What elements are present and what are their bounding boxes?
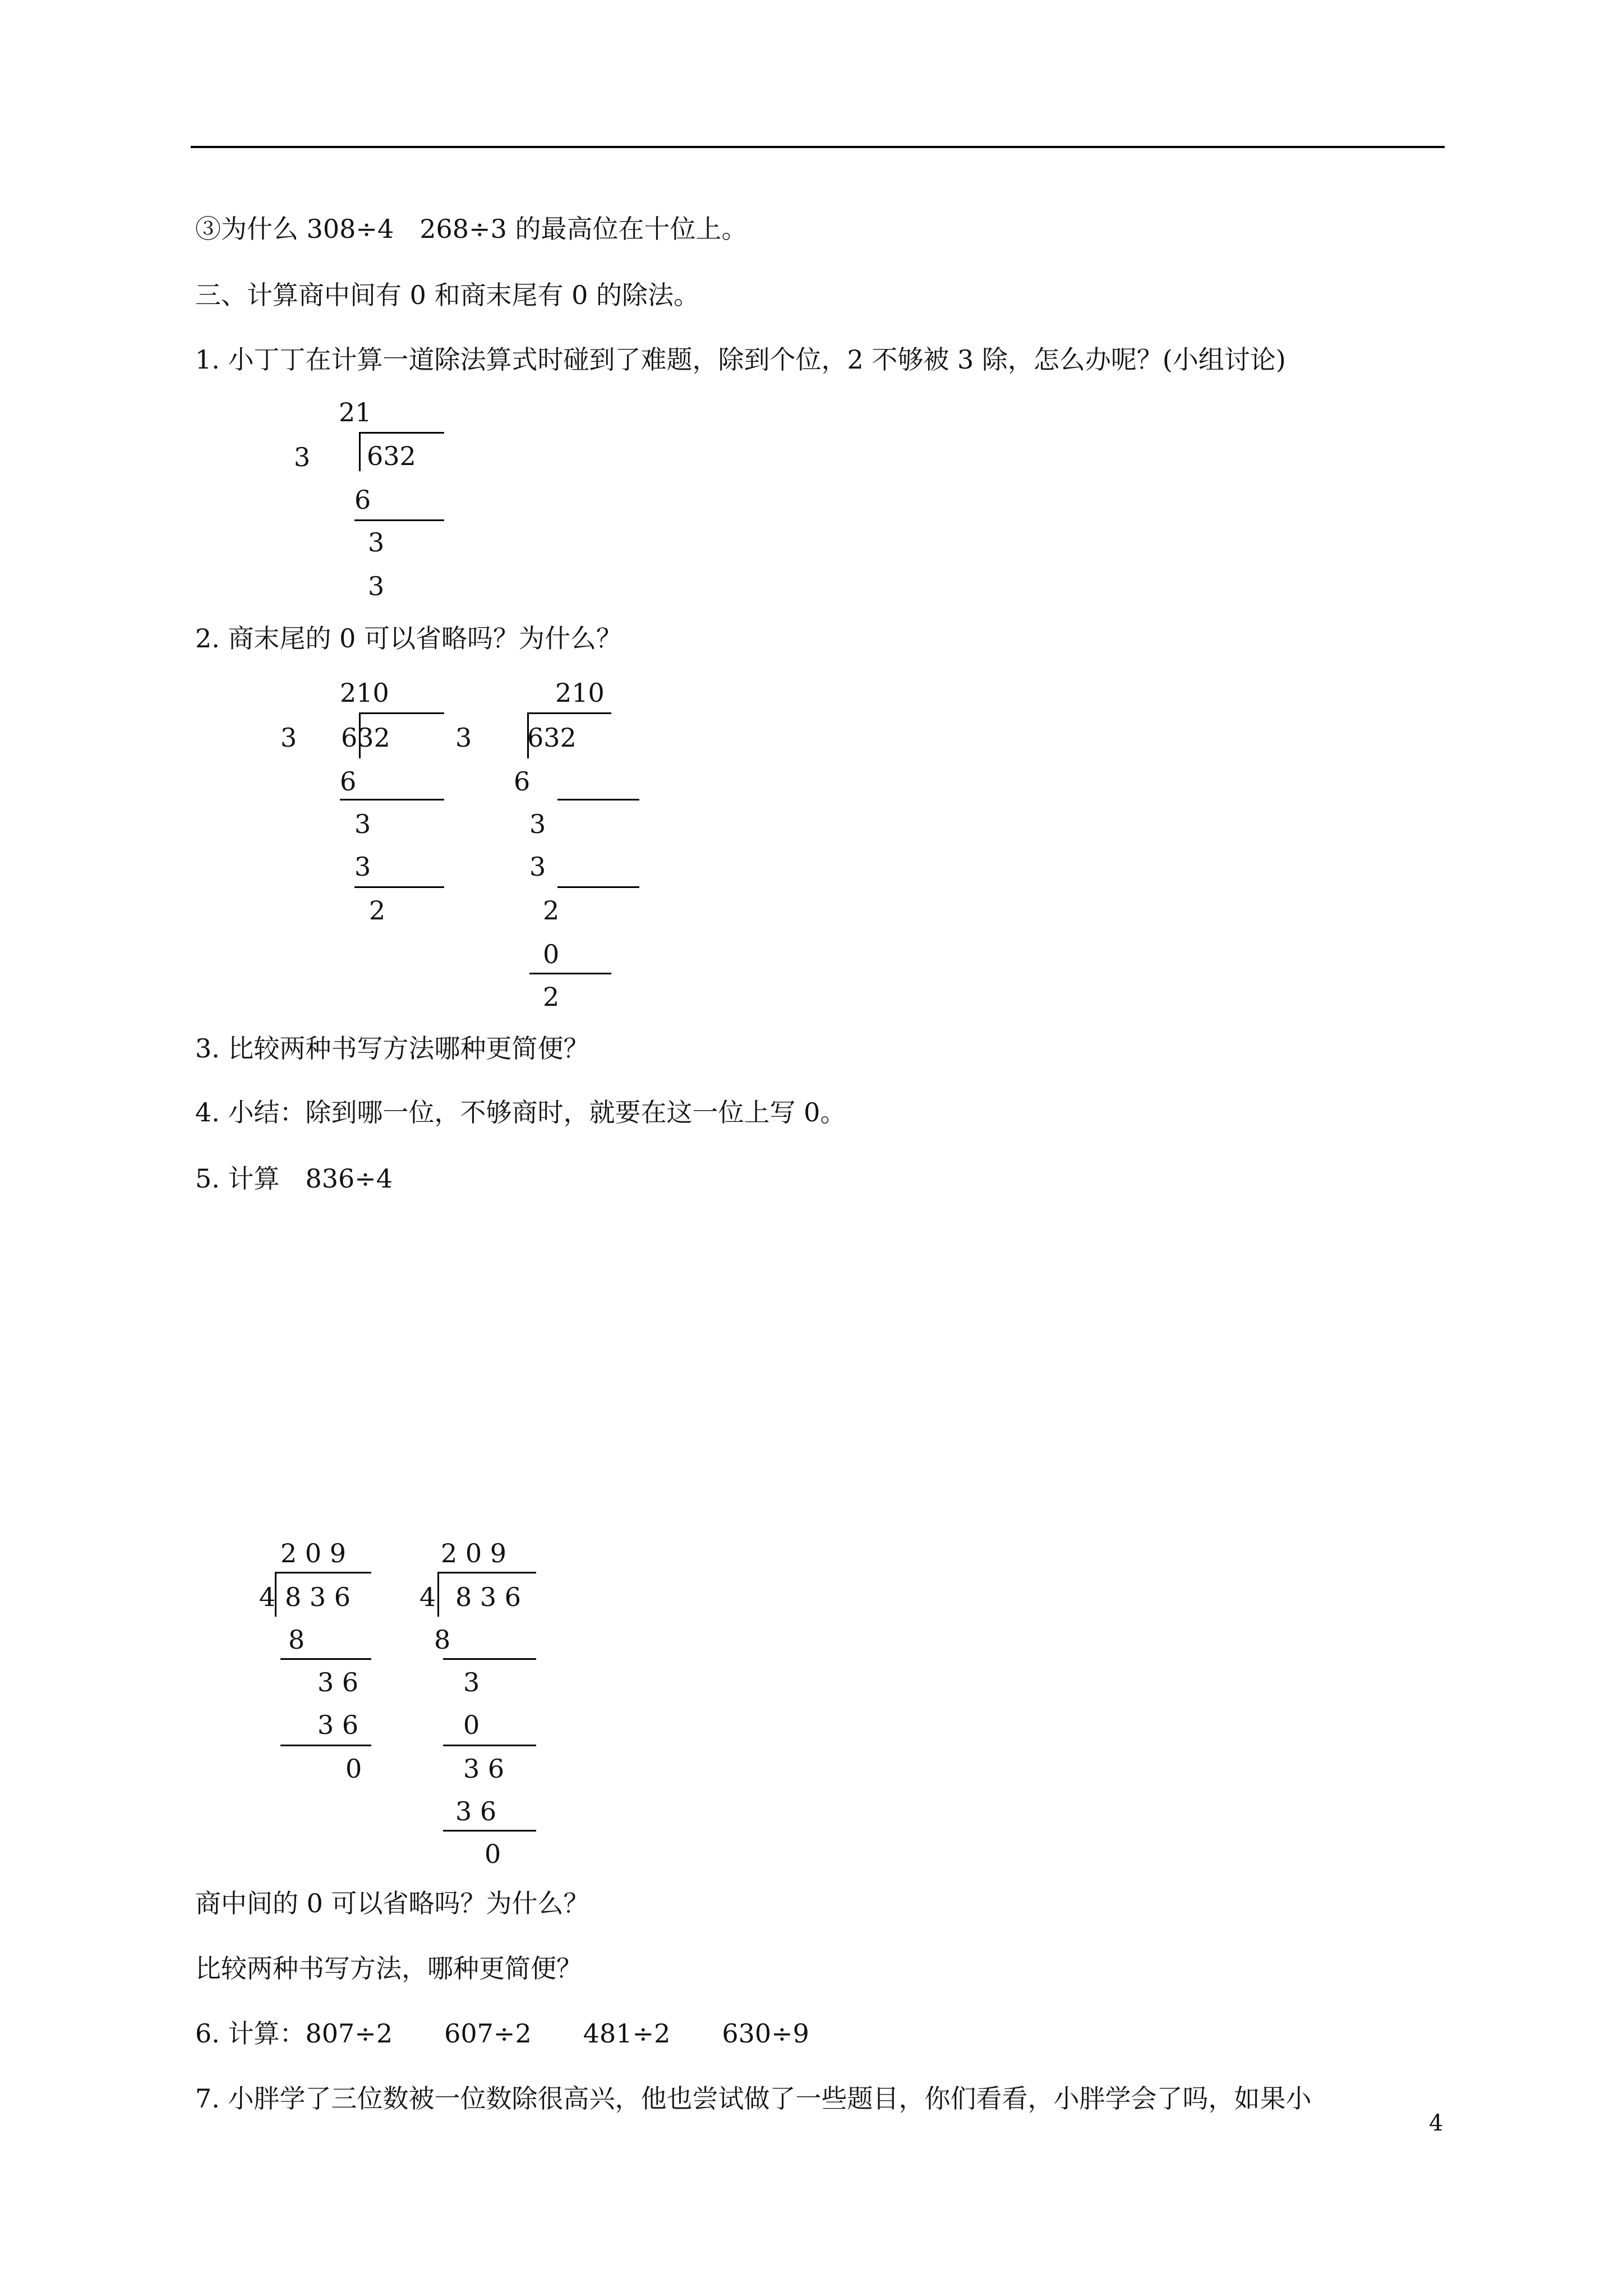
division-bracket bbox=[359, 432, 361, 471]
step-value: 3 6 bbox=[463, 1754, 505, 1784]
dividend: 632 bbox=[367, 441, 416, 471]
quotient: 2 0 9 bbox=[280, 1538, 347, 1568]
step-line bbox=[354, 519, 444, 521]
divisor: 3 bbox=[294, 442, 311, 472]
paragraph-7: 7. 小胖学了三位数被一位数除很高兴，他也尝试做了一些题目，你们看看，小胖学会了吗，如果小 bbox=[195, 2083, 1312, 2114]
dividend: 8 3 6 bbox=[455, 1582, 522, 1612]
step-value: 3 6 bbox=[317, 1667, 359, 1697]
quotient: 210 bbox=[555, 678, 605, 708]
division-bar bbox=[359, 712, 444, 714]
step-line bbox=[280, 1658, 371, 1660]
dividend: 632 bbox=[341, 723, 390, 753]
dividend: 632 bbox=[527, 723, 577, 753]
page-number: 4 bbox=[1429, 2110, 1444, 2136]
quotient: 21 bbox=[339, 397, 372, 427]
step-value: 3 bbox=[354, 809, 371, 839]
step-value: 3 bbox=[529, 809, 546, 839]
step-value: 6 bbox=[340, 766, 357, 797]
step-value: 3 bbox=[368, 571, 385, 601]
paragraph-2: 2. 商末尾的 0 可以省略吗？为什么？ bbox=[195, 623, 623, 654]
divisor: 3 bbox=[280, 723, 297, 753]
step-value: 8 bbox=[288, 1625, 305, 1655]
quotient: 2 0 9 bbox=[441, 1538, 507, 1568]
header-rule bbox=[191, 146, 1445, 148]
question-compare: 比较两种书写方法，哪种更简便？ bbox=[195, 1953, 582, 1984]
step-value: 0 bbox=[345, 1754, 362, 1784]
paragraph-5: 5. 计算 836÷4 bbox=[195, 1163, 393, 1194]
divisor: 4 bbox=[419, 1582, 436, 1612]
division-bar bbox=[437, 1572, 536, 1573]
step-value: 3 bbox=[529, 852, 546, 882]
step-line bbox=[529, 973, 611, 974]
step-value: 2 bbox=[369, 895, 386, 926]
step-line bbox=[354, 886, 444, 888]
step-value: 0 bbox=[485, 1839, 501, 1869]
division-bar bbox=[275, 1572, 371, 1573]
paragraph-3: 3. 比较两种书写方法哪种更简便？ bbox=[195, 1033, 589, 1064]
division-bar bbox=[359, 432, 444, 434]
paragraph-6: 6. 计算：807÷2 607÷2 481÷2 630÷9 bbox=[195, 2018, 809, 2049]
paragraph-1: 1. 小丁丁在计算一道除法算式时碰到了难题，除到个位，2 不够被 3 除，怎么办呢？(小组讨论) bbox=[195, 344, 1286, 375]
step-value: 0 bbox=[463, 1710, 480, 1740]
step-value: 6 bbox=[514, 766, 531, 797]
step-line bbox=[443, 1745, 536, 1746]
step-value: 3 bbox=[463, 1667, 480, 1697]
step-line bbox=[443, 1830, 536, 1832]
divisor: 3 bbox=[455, 723, 472, 753]
step-value: 8 bbox=[434, 1625, 451, 1655]
step-value: 3 bbox=[368, 527, 385, 558]
step-line bbox=[557, 886, 639, 888]
step-value: 3 6 bbox=[317, 1710, 359, 1740]
step-line bbox=[443, 1658, 536, 1660]
division-bracket bbox=[437, 1572, 439, 1617]
paragraph-4: 4. 小结：除到哪一位，不够商时，就要在这一位上写 0。 bbox=[195, 1097, 846, 1128]
step-line bbox=[340, 799, 444, 800]
step-value: 3 6 bbox=[455, 1796, 497, 1826]
step-value: 0 bbox=[543, 939, 560, 969]
step-line bbox=[280, 1745, 371, 1746]
section-3-heading: 三、计算商中间有 0 和商末尾有 0 的除法。 bbox=[195, 280, 700, 310]
quotient: 210 bbox=[340, 678, 389, 708]
step-value: 3 bbox=[354, 852, 371, 882]
division-bar bbox=[527, 712, 611, 714]
step-line bbox=[557, 799, 639, 800]
step-value: 2 bbox=[543, 982, 560, 1012]
step-value: 2 bbox=[543, 895, 560, 926]
question-3: ③为什么 308÷4 268÷3 的最高位在十位上。 bbox=[195, 214, 748, 244]
step-value: 6 bbox=[354, 485, 371, 515]
divisor: 4 bbox=[259, 1582, 276, 1612]
question-middle-zero: 商中间的 0 可以省略吗？为什么？ bbox=[195, 1888, 589, 1918]
dividend: 8 3 6 bbox=[285, 1582, 351, 1612]
